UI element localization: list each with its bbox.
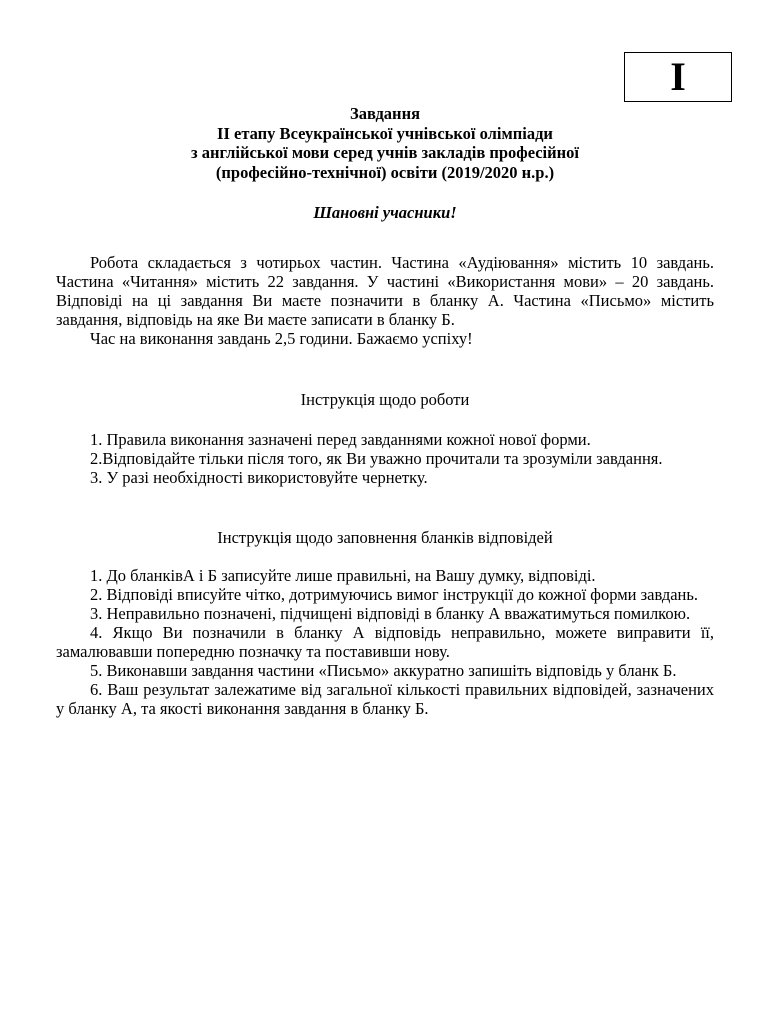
title-line-1: Завдання [350, 104, 420, 123]
intro-paragraph-1: Робота складається з чотирьох частин. Частина «Аудіювання» містить 10 завдань. Частина «Читання» містить 22 завдання. У частині «Використання мови» – 20 завдань. Відповіді на ці завдання Ви маєте позначити в бланку А. Частина «Письмо» містить завдання, відповідь на яке Ви маєте записати в бланку Б. [56, 253, 714, 329]
title-line-2: ІІ етапу Всеукраїнської учнівської олімпіади [217, 123, 553, 143]
forms-instruction-item: 5. Виконавши завдання частини «Письмо» аккуратно запишіть відповідь у бланк Б. [90, 661, 677, 680]
work-instruction-item: 2.Відповідайте тільки після того, як Ви уважно прочитали та зрозуміли завдання. [90, 449, 663, 468]
intro-paragraph-2: Час на виконання завдань 2,5 години. Бажаємо успіху! [90, 329, 473, 348]
forms-instruction-item: 3. Неправильно позначені, підчищені відповіді в бланку А вважатимуться помилкою. [90, 604, 691, 623]
title-line-3: з англійської мови серед учнів закладів професійної [191, 143, 579, 162]
forms-instruction-item: 2. Відповіді вписуйте чітко, дотримуючись вимог інструкції до кожної форми завдань. [90, 585, 699, 604]
forms-instructions-heading: Інструкція щодо заповнення бланків відповідей [217, 528, 553, 547]
work-instructions-heading: Інструкція щодо роботи [300, 390, 470, 409]
work-instructions-list [56, 430, 714, 487]
variant-label: I [624, 52, 732, 102]
forms-instruction-item: 6. Ваш результат залежатиме від загальної кількості правильних відповідей, зазначених у бланку А, та якості виконання завдання в бланку Б. [56, 680, 714, 718]
forms-instruction-item: 1. До бланківА і Б записуйте лише правильні, на Вашу думку, відповіді. [90, 566, 596, 585]
intro-section [56, 253, 714, 348]
work-instruction-item: 3. У разі необхідності використовуйте чернетку. [90, 468, 428, 487]
document-page [56, 0, 714, 1024]
greeting: Шановні учасники! [313, 203, 457, 222]
forms-instruction-item: 4. Якщо Ви позначили в бланку А відповідь неправильно, можете виправити її, замалювавши попередню позначку та поставивши нову. [56, 623, 714, 661]
document-title [56, 104, 714, 182]
title-line-4: (професійно-технічної) освіти (2019/2020 н.р.) [215, 162, 555, 182]
forms-instructions-list [56, 566, 714, 718]
work-instruction-item: 1. Правила виконання зазначені перед завданнями кожної нової форми. [90, 430, 591, 449]
